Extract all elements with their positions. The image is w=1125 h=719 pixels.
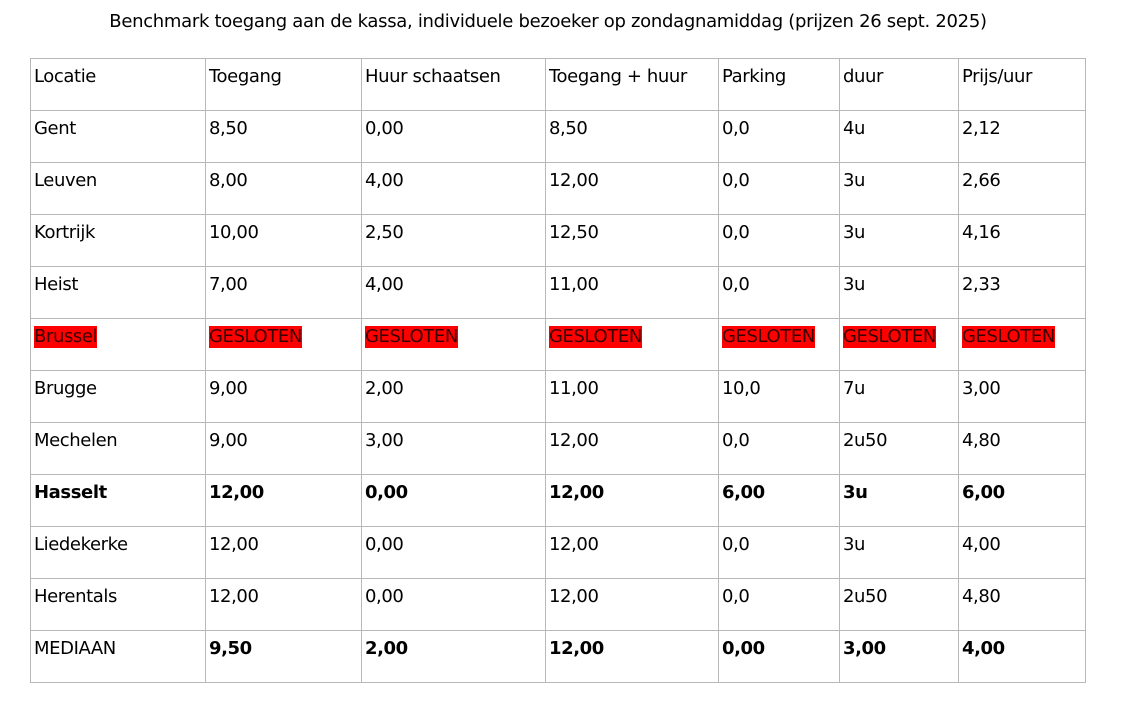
cell-toegang <box>206 319 362 371</box>
column-header: Prijs/uur <box>959 59 1086 111</box>
table-row-median <box>31 631 1086 683</box>
cell-toegang: 10,00 <box>206 215 362 267</box>
cell-locatie: MEDIAAN <box>31 631 206 683</box>
cell-prijs-uur: 4,16 <box>959 215 1086 267</box>
cell-prijs-uur: 4,80 <box>959 423 1086 475</box>
cell-totaal: 12,00 <box>546 579 719 631</box>
cell-parking: 0,0 <box>719 527 840 579</box>
cell-locatie: Hasselt <box>31 475 206 527</box>
cell-huur: 4,00 <box>362 267 546 319</box>
cell-huur <box>362 319 546 371</box>
cell-totaal: 11,00 <box>546 371 719 423</box>
cell-toegang: 9,00 <box>206 371 362 423</box>
benchmark-table <box>30 58 1086 683</box>
cell-parking: 0,0 <box>719 111 840 163</box>
cell-duur <box>840 319 959 371</box>
cell-duur: 3u <box>840 267 959 319</box>
cell-totaal: 12,00 <box>546 631 719 683</box>
cell-toegang: 12,00 <box>206 475 362 527</box>
cell-parking: 10,0 <box>719 371 840 423</box>
closed-highlight: GESLOTEN <box>209 326 302 347</box>
table-header-row <box>31 59 1086 111</box>
cell-totaal: 11,00 <box>546 267 719 319</box>
table-row <box>31 371 1086 423</box>
cell-huur: 4,00 <box>362 163 546 215</box>
closed-highlight: Brussel <box>34 326 98 347</box>
cell-toegang: 12,00 <box>206 527 362 579</box>
cell-locatie: Liedekerke <box>31 527 206 579</box>
closed-highlight: GESLOTEN <box>549 326 642 347</box>
table-row <box>31 163 1086 215</box>
cell-duur: 7u <box>840 371 959 423</box>
cell-parking: 6,00 <box>719 475 840 527</box>
table-row-highlighted <box>31 475 1086 527</box>
cell-duur: 4u <box>840 111 959 163</box>
cell-toegang: 8,50 <box>206 111 362 163</box>
cell-huur: 0,00 <box>362 475 546 527</box>
cell-huur: 2,00 <box>362 631 546 683</box>
closed-highlight: GESLOTEN <box>962 326 1055 347</box>
column-header: Toegang <box>206 59 362 111</box>
cell-parking: 0,0 <box>719 215 840 267</box>
cell-locatie: Heist <box>31 267 206 319</box>
table-row <box>31 111 1086 163</box>
cell-prijs-uur: 2,66 <box>959 163 1086 215</box>
cell-huur: 2,50 <box>362 215 546 267</box>
cell-locatie <box>31 319 206 371</box>
cell-totaal: 12,00 <box>546 163 719 215</box>
cell-prijs-uur: 4,80 <box>959 579 1086 631</box>
table-row <box>31 579 1086 631</box>
cell-huur: 2,00 <box>362 371 546 423</box>
cell-prijs-uur: 2,12 <box>959 111 1086 163</box>
column-header: Locatie <box>31 59 206 111</box>
cell-duur: 3u <box>840 215 959 267</box>
cell-locatie: Mechelen <box>31 423 206 475</box>
cell-locatie: Gent <box>31 111 206 163</box>
cell-huur: 0,00 <box>362 579 546 631</box>
column-header: Huur schaatsen <box>362 59 546 111</box>
cell-huur: 0,00 <box>362 527 546 579</box>
cell-parking <box>719 319 840 371</box>
cell-parking: 0,0 <box>719 163 840 215</box>
closed-highlight: GESLOTEN <box>365 326 458 347</box>
cell-totaal <box>546 319 719 371</box>
cell-prijs-uur: 3,00 <box>959 371 1086 423</box>
table-row <box>31 267 1086 319</box>
cell-locatie: Kortrijk <box>31 215 206 267</box>
table-row-closed <box>31 319 1086 371</box>
cell-locatie: Herentals <box>31 579 206 631</box>
cell-locatie: Brugge <box>31 371 206 423</box>
cell-duur: 3,00 <box>840 631 959 683</box>
cell-prijs-uur: 2,33 <box>959 267 1086 319</box>
cell-locatie: Leuven <box>31 163 206 215</box>
closed-highlight: GESLOTEN <box>722 326 815 347</box>
cell-totaal: 12,00 <box>546 475 719 527</box>
cell-duur: 2u50 <box>840 579 959 631</box>
cell-toegang: 8,00 <box>206 163 362 215</box>
cell-totaal: 12,00 <box>546 423 719 475</box>
cell-duur: 3u <box>840 527 959 579</box>
cell-toegang: 7,00 <box>206 267 362 319</box>
column-header: Toegang + huur <box>546 59 719 111</box>
cell-totaal: 8,50 <box>546 111 719 163</box>
cell-toegang: 9,00 <box>206 423 362 475</box>
cell-prijs-uur: 6,00 <box>959 475 1086 527</box>
cell-duur: 3u <box>840 163 959 215</box>
cell-totaal: 12,50 <box>546 215 719 267</box>
cell-huur: 0,00 <box>362 111 546 163</box>
cell-parking: 0,0 <box>719 579 840 631</box>
cell-prijs-uur: 4,00 <box>959 527 1086 579</box>
cell-parking: 0,0 <box>719 267 840 319</box>
cell-parking: 0,00 <box>719 631 840 683</box>
column-header: duur <box>840 59 959 111</box>
table-row <box>31 215 1086 267</box>
cell-huur: 3,00 <box>362 423 546 475</box>
table-row <box>31 527 1086 579</box>
cell-prijs-uur <box>959 319 1086 371</box>
cell-duur: 2u50 <box>840 423 959 475</box>
table-row <box>31 423 1086 475</box>
column-header: Parking <box>719 59 840 111</box>
cell-prijs-uur: 4,00 <box>959 631 1086 683</box>
cell-totaal: 12,00 <box>546 527 719 579</box>
cell-toegang: 9,50 <box>206 631 362 683</box>
cell-toegang: 12,00 <box>206 579 362 631</box>
page-title: Benchmark toegang aan de kassa, individuele bezoeker op zondagnamiddag (prijzen 26 sept. 2025) <box>109 11 987 32</box>
cell-parking: 0,0 <box>719 423 840 475</box>
closed-highlight: GESLOTEN <box>843 326 936 347</box>
cell-duur: 3u <box>840 475 959 527</box>
